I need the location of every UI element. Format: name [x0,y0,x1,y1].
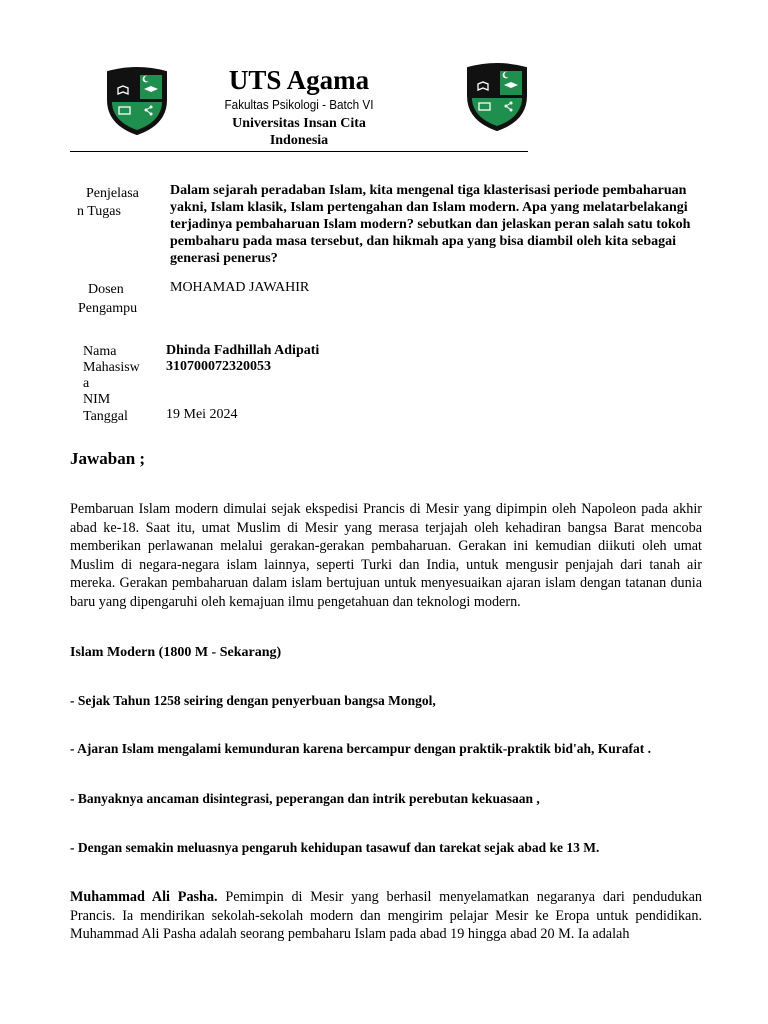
section-heading: Islam Modern (1800 M - Sekarang) [70,645,282,660]
list-item: - Ajaran Islam mengalami kemunduran karena bercampur dengan praktik-praktik bid'ah, Kurafat . [70,741,651,756]
list-item: - Dengan semakin meluasnya pengaruh kehidupan tasawuf dan tarekat sejak abad ke 13 M. [70,840,600,855]
document-title: UTS Agama [228,65,370,95]
student-label-line-3: a [83,376,90,391]
list-item: - Sejak Tahun 1258 seiring dengan penyerbuan bangsa Mongol, [70,693,436,708]
right-crest-logo [464,62,530,132]
student-label-line-2: Mahasisw [83,360,140,375]
lecturer-name: MOHAMAD JAWAHIR [170,280,310,295]
faculty-subtitle: Fakultas Psikologi - Batch VI [224,97,374,112]
lecturer-label-line-2: Pengampu [78,301,138,316]
header-divider [70,151,528,152]
answer-heading: Jawaban ; [70,449,146,468]
nim-label: NIM [83,392,111,407]
intro-paragraph: Pembaruan Islam modern dimulai sejak ekspedisi Prancis di Mesir yang dipimpin oleh Napoleon pada akhir abad ke-18. Saat itu, umat Muslim di Mesir yang merasa terjajah oleh kehadiran bangsa Barat mencoba memberikan perlawanan melalui gerakan-gerakan pembaharuan. Gerakan ini kemudian diikuti oleh umat Muslim di negara-negara islam lainnya, seperti Turki dan India, untuk mengusir penjajah dari tanah air mereka. Gerakan pembaharuan dalam islam bertujuan untuk menyesuaikan ajaran islam dengan tatanan dunia baru yang dipengaruhi oleh kemajuan ilmu pengetahuan dan teknologi modern. [70,501,702,610]
student-label-line-1: Nama [83,344,117,359]
task-label-line-2: n Tugas [77,204,121,219]
university-name [150,115,448,149]
student-name: Dhinda Fadhillah Adipati [166,343,320,358]
list-item: - Banyaknya ancaman disintegrasi, peperangan dan intrik perebutan kekuasaan , [70,791,540,806]
date-value: 19 Mei 2024 [166,407,238,422]
task-description: Dalam sejarah peradaban Islam, kita mengenal tiga klasterisasi periode pembaharuan yakni, Islam klasik, Islam pertengahan dan Islam modern. Apa yang melatarbelakangi terjadinya pembaharuan Islam modern? sebutkan dan jelaskan peran salah satu tokoh pembaharu pada masa tersebut, dan hikmah apa yang bisa diambil oleh kita sebagai generasi penerus? [170,183,691,266]
task-label-line-1: Penjelasa [86,186,139,201]
figure-text: Pemimpin di Mesir yang berhasil menyelamatkan negaranya dari pendudukan Prancis. Ia mendirikan sekolah-sekolah modern dan mengirim pelajar Mesir ke Eropa untuk pendidikan. Muhammad Ali Pasha adalah seorang pembaharu Islam pada abad 19 hingga abad 20 M. Ia adalah [70,889,702,943]
university-line-2: Indonesia [269,133,329,148]
lecturer-label-line-1: Dosen [88,282,124,297]
nim-value: 310700072320053 [166,359,271,374]
figure-name: Muhammad Ali Pasha. [70,889,218,905]
university-line-1: Universitas Insan Cita [232,116,366,131]
figure-paragraph [70,888,702,944]
date-label: Tanggal [83,409,128,424]
